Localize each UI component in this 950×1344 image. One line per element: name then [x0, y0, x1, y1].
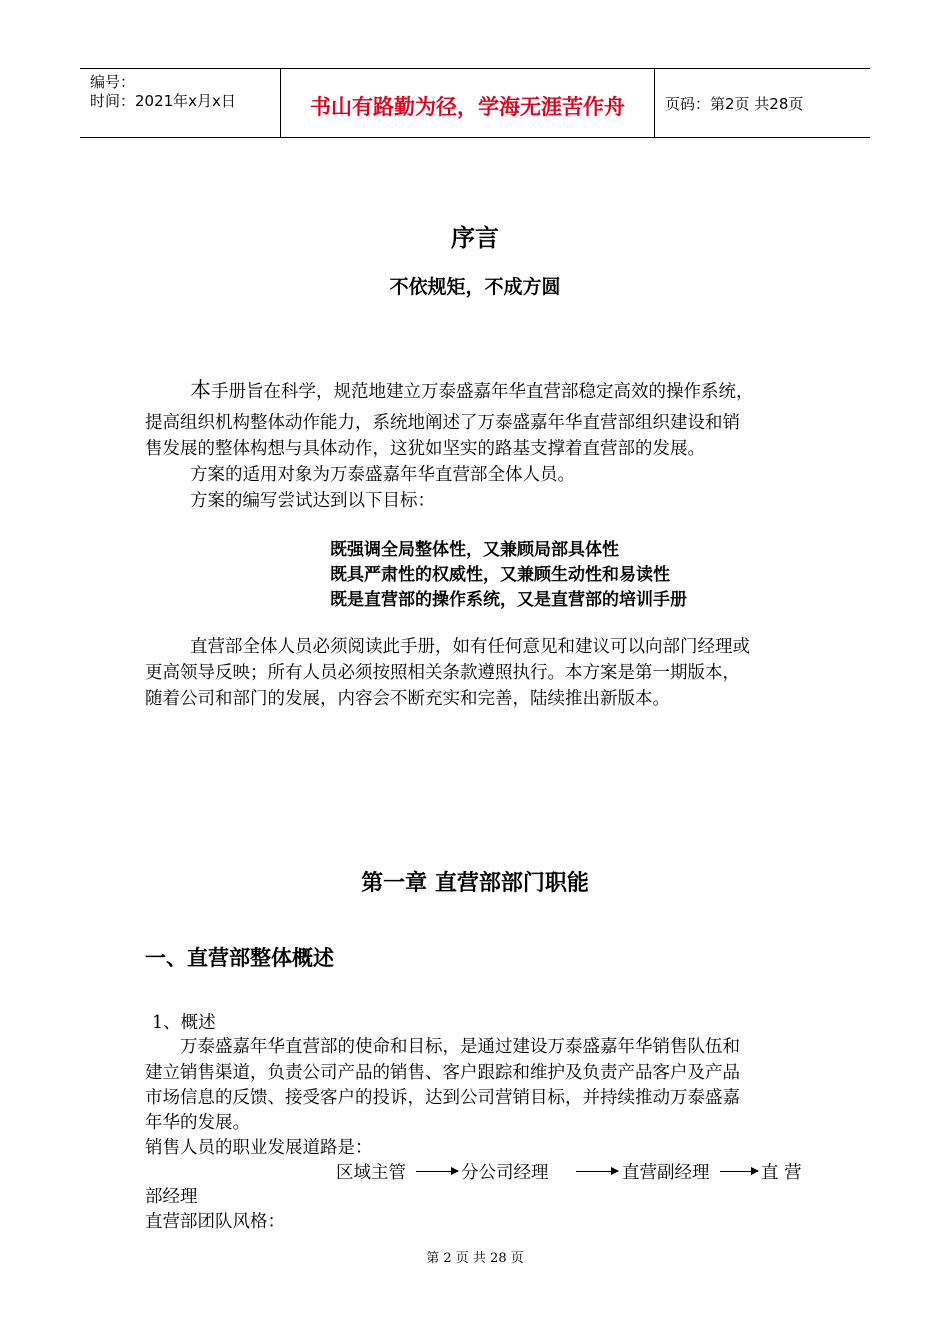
- section-title: 一、直营部整体概述: [145, 946, 334, 970]
- drop-first-char: 本: [190, 378, 211, 402]
- preface-para1-line1: [190, 374, 754, 404]
- arrow-right-icon: [720, 1171, 758, 1172]
- preface-title: 序言: [451, 224, 499, 252]
- preface-subtitle: 不依规矩，不成方圆: [389, 276, 561, 298]
- preface-para1-line3: 售发展的整体构想与具体动作，这犹如坚实的路基支撑着直营部的发展。: [145, 439, 705, 459]
- para-text: 手册旨在科学，规范地建立万泰盛嘉年华直营部稳定高效的操作系统，: [211, 382, 754, 402]
- arrow-right-icon: [576, 1171, 618, 1172]
- preface-para4-line1: 直营部全体人员必须阅读此手册，如有任何意见和建议可以向部门经理或: [190, 637, 750, 657]
- overview-line1: 万泰盛嘉年华直营部的使命和目标，是通过建设万泰盛嘉年华销售队伍和: [180, 1037, 740, 1057]
- career-step-wrap: 部经理: [145, 1187, 198, 1207]
- preface-para2: 方案的适用对象为万泰盛嘉年华直营部全体人员。: [190, 465, 575, 485]
- overview-line4: 年华的发展。: [145, 1113, 250, 1133]
- header-motto: 书山有路勤为径，学海无涯苦作舟: [310, 95, 625, 119]
- preface-para4-line3: 随着公司和部门的发展，内容会不断充实和完善，陆续推出新版本。: [145, 689, 670, 709]
- overview-label: 1、概述: [152, 1013, 216, 1033]
- preface-para4-line2: 更高领导反映；所有人员必须按照相关条款遵照执行。本方案是第一期版本，: [145, 663, 740, 683]
- career-step: 分公司经理: [461, 1163, 549, 1183]
- goal-item: 既具严肃性的权威性，又兼顾生动性和易读性: [330, 565, 670, 585]
- header-number: 编号：: [90, 73, 136, 91]
- header-meta: [90, 73, 276, 111]
- career-step: 直营副经理: [622, 1163, 710, 1183]
- preface-para1-line2: 提高组织机构整体动作能力，系统地阐述了万泰盛嘉年华直营部组织建设和销: [145, 413, 740, 433]
- career-step: 直 营: [761, 1163, 802, 1183]
- page-footer: 第 2 页 共 28 页: [426, 1251, 524, 1266]
- preface-para3: 方案的编写尝试达到以下目标：: [190, 491, 435, 511]
- career-intro: 销售人员的职业发展道路是：: [145, 1138, 373, 1158]
- goal-item: 既是直营部的操作系统，又是直营部的培训手册: [330, 590, 687, 610]
- career-step: 区域主管: [336, 1163, 406, 1183]
- overview-line3: 市场信息的反馈、接受客户的投诉，达到公司营销目标，并持续推动万泰盛嘉: [145, 1088, 740, 1108]
- header-time: 时间：2021年x月x日: [90, 92, 236, 110]
- goal-item: 既强调全局整体性，又兼顾局部具体性: [330, 540, 619, 560]
- header-page-info: 页码：第2页 共28页: [665, 95, 804, 113]
- page-header: [80, 68, 870, 138]
- overview-line2: 建立销售渠道，负责公司产品的销售、客户跟踪和维护及负责产品客户及产品: [145, 1063, 740, 1083]
- arrow-right-icon: [416, 1171, 458, 1172]
- team-style-label: 直营部团队风格：: [145, 1212, 285, 1232]
- header-divider: [654, 69, 655, 137]
- chapter-title: 第一章 直营部部门职能: [361, 871, 589, 896]
